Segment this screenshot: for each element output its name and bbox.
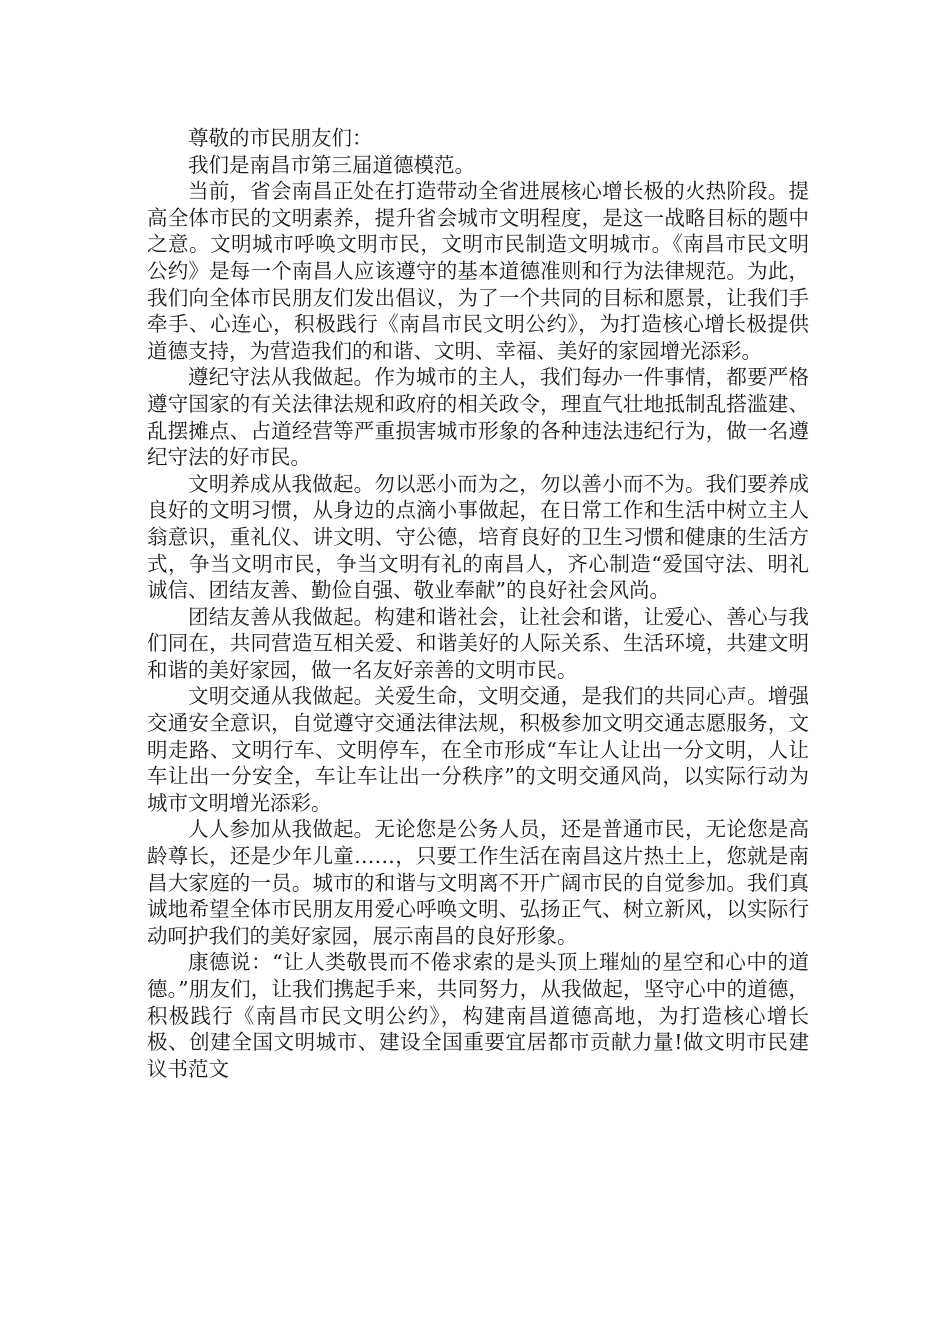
paragraph-participation: 人人参加从我做起。无论您是公务人员，还是普通市民，无论您是高龄尊长，还是少年儿童……，只要工作生活在南昌这片热土上，您就是南昌大家庭的一员。城市的和谐与文明离不开广阔市民的自觉参加。我们真诚地希望全体市民朋友用爱心呼唤文明、弘扬正气、树立新风，以实际行动呵护我们的美好家园，展示南昌的良好形象。 bbox=[147, 817, 809, 948]
paragraph-context: 当前，省会南昌正处在打造带动全省进展核心增长极的火热阶段。提高全体市民的文明素养，提升省会城市文明程度，是这一战略目标的题中之意。文明城市呼唤文明市民，文明市民制造文明城市。《南昌市民文明公约》是每一个南昌人应该遵守的基本道德准则和行为法律规范。为此，我们向全体市民朋友们发出倡议，为了一个共同的目标和愿景，让我们手牵手、心连心，积极践行《南昌市民文明公约》，为打造核心增长极提供道德支持，为营造我们的和谐、文明、幸福、美好的家园增光添彩。 bbox=[147, 179, 809, 363]
paragraph-traffic: 文明交通从我做起。关爱生命，文明交通，是我们的共同心声。增强交通安全意识，自觉遵守交通法律法规，积极参加文明交通志愿服务，文明走路、文明行车、文明停车，在全市形成“车让人让出一分文明，人让车让出一分安全，车让车让出一分秩序”的文明交通风尚，以实际行动为城市文明增光添彩。 bbox=[147, 684, 809, 815]
document-body bbox=[147, 125, 809, 1082]
paragraph-civility: 文明养成从我做起。勿以恶小而为之，勿以善小而不为。我们要养成良好的文明习惯，从身边的点滴小事做起，在日常工作和生活中树立主人翁意识，重礼仪、讲文明、守公德，培育良好的卫生习惯和健康的生活方式，争当文明市民，争当文明有礼的南昌人，齐心制造“爱国守法、明礼诚信、团结友善、勤俭自强、敬业奉献”的良好社会风尚。 bbox=[147, 471, 809, 603]
paragraph-conclusion: 康德说：“让人类敬畏而不倦求索的是头顶上璀灿的星空和心中的道德。”朋友们，让我们携起手来，共同努力，从我做起，坚守心中的道德，积极践行《南昌市民文明公约》，构建南昌道德高地，为打造核心增长极、创建全国文明城市、建设全国重要宜居都市贡献力量!做文明市民建议书范文 bbox=[147, 950, 809, 1081]
salutation: 尊敬的市民朋友们： bbox=[188, 126, 373, 150]
paragraph-intro: 我们是南昌市第三届道德模范。 bbox=[188, 152, 475, 177]
paragraph-law: 遵纪守法从我做起。作为城市的主人，我们每办一件事情，都要严格遵守国家的有关法律法规和政府的相关政令，理直气壮地抵制乱搭滥建、乱摆摊点、占道经营等严重损害城市形象的各种违法违纪行为，做一名遵纪守法的好市民。 bbox=[147, 365, 809, 470]
paragraph-unity: 团结友善从我做起。构建和谐社会，让社会和谐，让爱心、善心与我们同在，共同营造互相关爱、和谐美好的人际关系、生活环境，共建文明和谐的美好家园，做一名友好亲善的文明市民。 bbox=[147, 604, 809, 682]
